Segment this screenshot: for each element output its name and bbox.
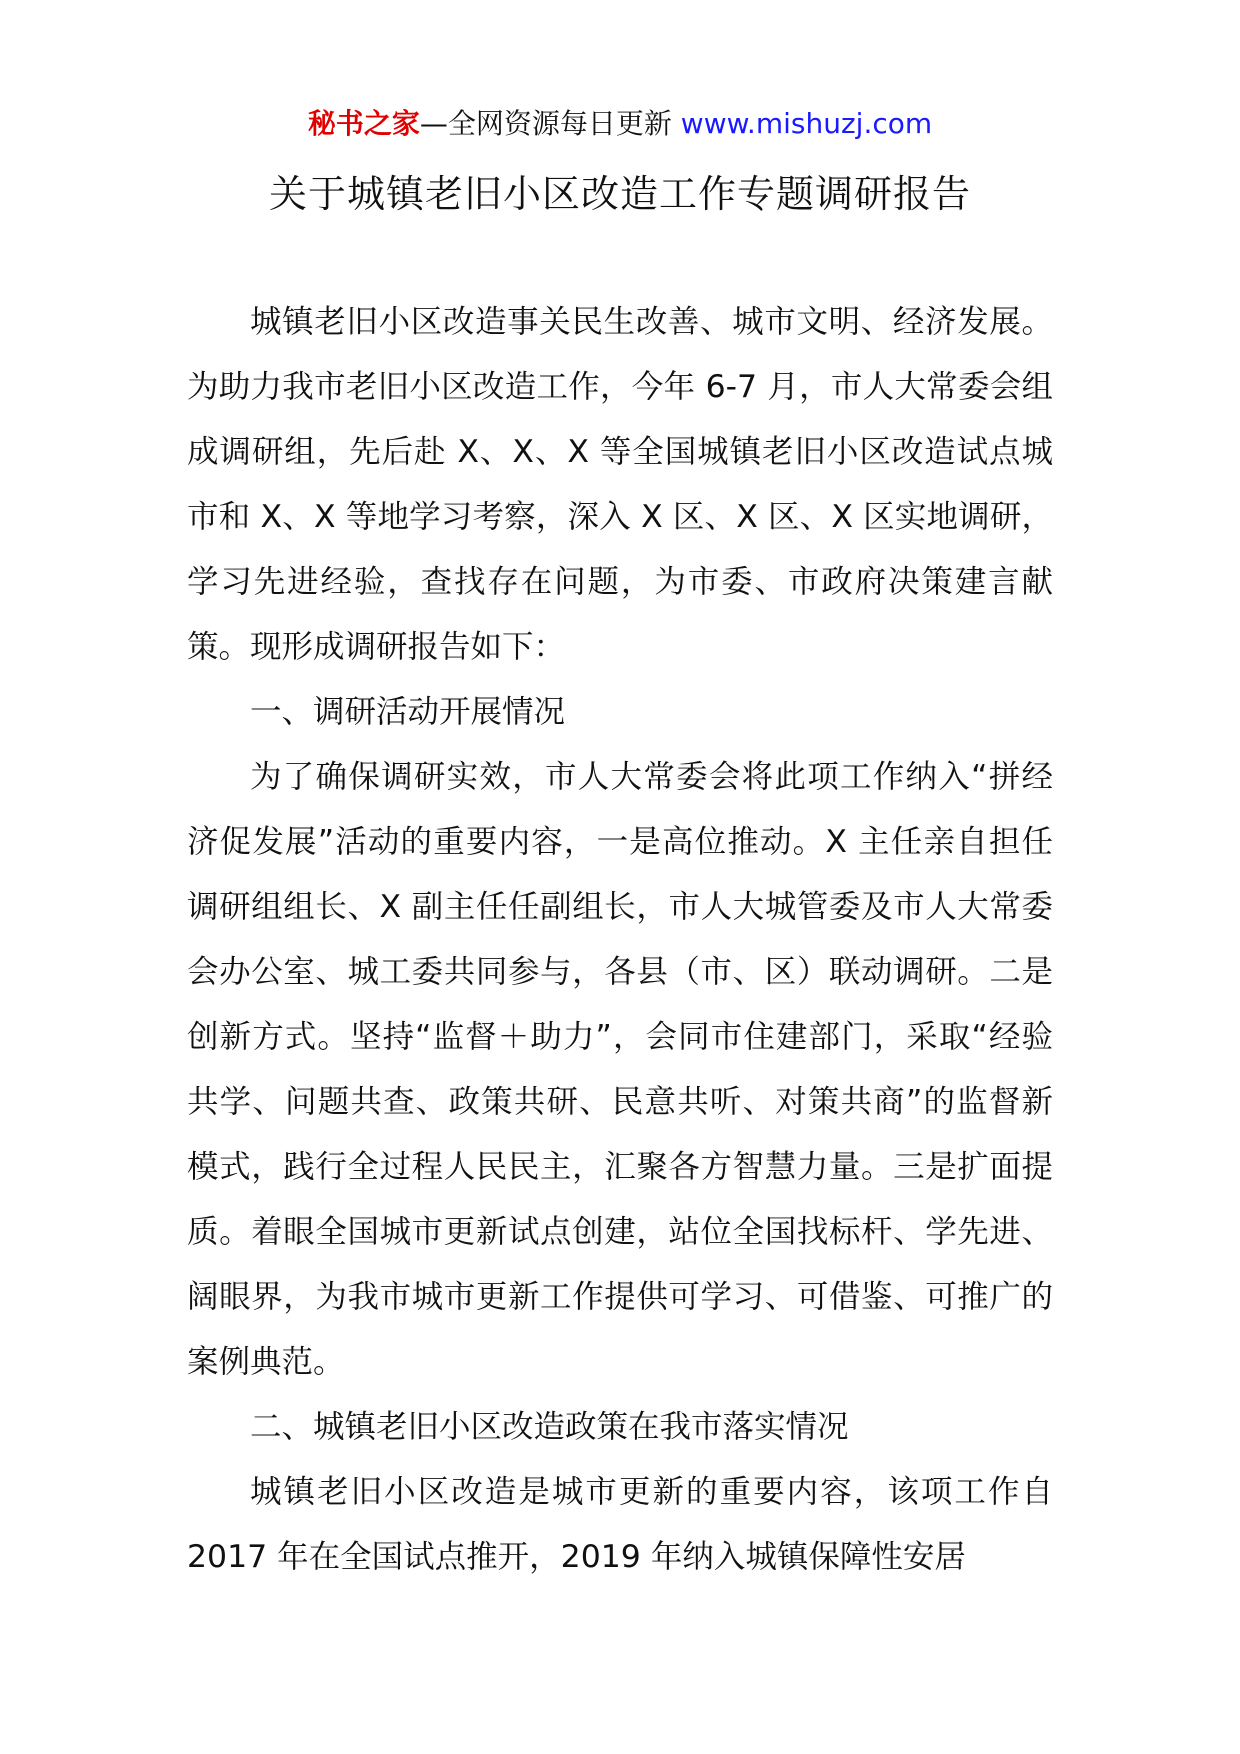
intro-paragraph: 城镇老旧小区改造事关民生改善、城市文明、经济发展。为助力我市老旧小区改造工作，今年 6-7 月，市人大常委会组成调研组，先后赴 X、X、X 等全国城镇老旧小区改造试点城市和 X、X 等地学习考察，深入 X 区、X 区、X 区实地调研，学习先进经验，查找存在问题，为市委、市政府决策建言献策。现形成调研报告如下： [187, 304, 1053, 665]
section-heading-1: 一、调研活动开展情况 [250, 694, 566, 730]
section-2-paragraph: 城镇老旧小区改造是城市更新的重要内容，该项工作自 2017 年在全国试点推开，2019 年纳入城镇保障性安居 [187, 1474, 1053, 1575]
document-body [187, 290, 1053, 1590]
section-heading-2: 二、城镇老旧小区改造政策在我市落实情况 [250, 1409, 849, 1445]
document-title: 关于城镇老旧小区改造工作专题调研报告 [268, 172, 971, 216]
brand-name: 秘书之家 [307, 107, 420, 140]
site-header [0, 104, 1240, 144]
site-url-link[interactable]: www.mishuzj.com [680, 107, 933, 140]
header-slogan: —全网资源每日更新 [419, 107, 672, 140]
section-1-paragraph: 为了确保调研实效，市人大常委会将此项工作纳入“拼经济促发展”活动的重要内容，一是高位推动。X 主任亲自担任调研组组长、X 副主任任副组长，市人大城管委及市人大常委会办公室、城工委共同参与，各县（市、区）联动调研。二是创新方式。坚持“监督＋助力”，会同市住建部门，采取“经验共学、问题共查、政策共研、民意共听、对策共商”的监督新模式，践行全过程人民民主，汇聚各方智慧力量。三是扩面提质。着眼全国城市更新试点创建，站位全国找标杆、学先进、阔眼界，为我市城市更新工作提供可学习、可借鉴、可推广的案例典范。 [187, 759, 1053, 1380]
